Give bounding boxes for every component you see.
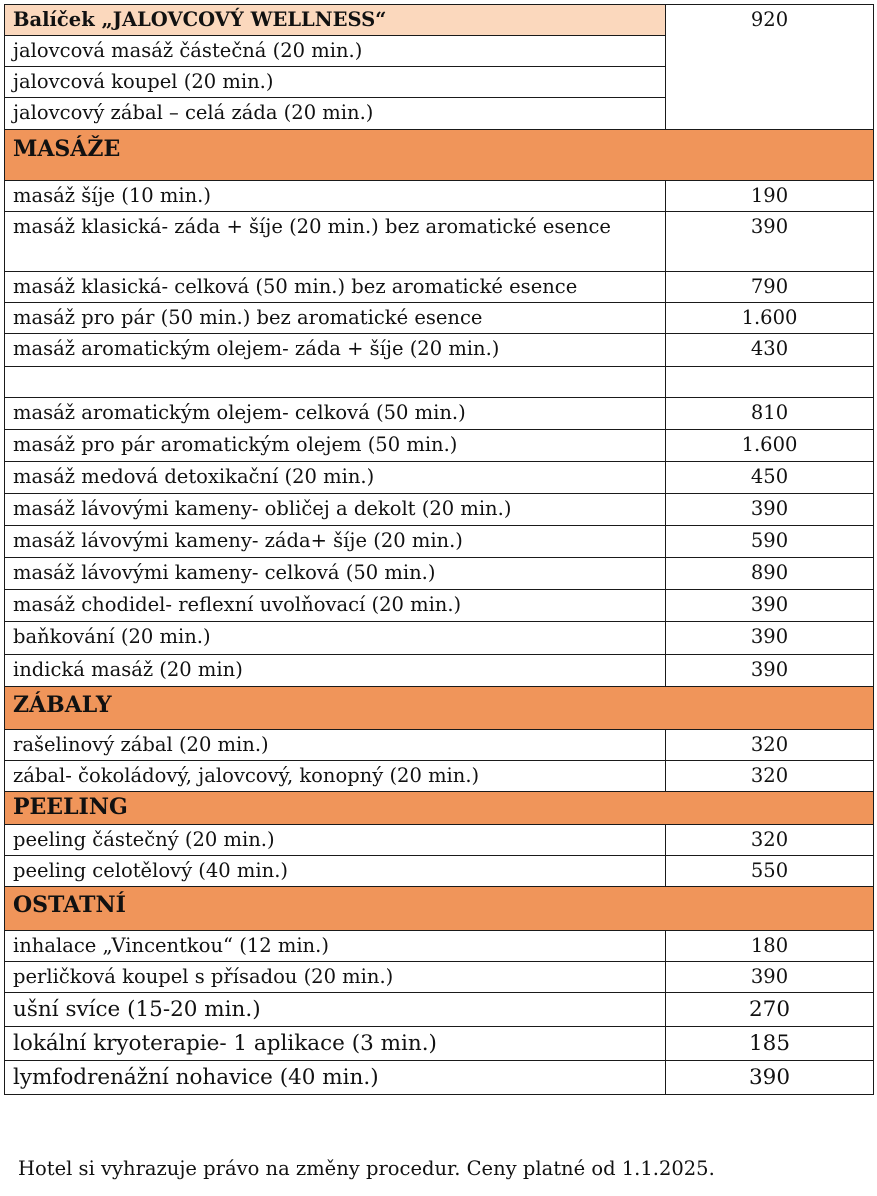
- table-row: [5, 1027, 874, 1061]
- service-name: masáž medová detoxikační (20 min.): [5, 462, 666, 494]
- package-price: 920: [666, 5, 874, 130]
- table-row: [5, 398, 874, 430]
- table-row: [5, 825, 874, 856]
- package-title: Balíček „JALOVCOVÝ WELLNESS“: [5, 5, 666, 36]
- service-name: masáž klasická- celková (50 min.) bez aromatické esence: [5, 272, 666, 303]
- service-price: 390: [666, 962, 874, 993]
- table-row: [5, 1061, 874, 1095]
- footnote: Hotel si vyhrazuje právo na změny procedur. Ceny platné od 1.1.2025.: [18, 1157, 715, 1180]
- table-row: [5, 622, 874, 655]
- service-name: masáž šíje (10 min.): [5, 181, 666, 212]
- empty-row: [5, 367, 874, 398]
- service-price: 810: [666, 398, 874, 430]
- service-name: masáž lávovými kameny- záda+ šíje (20 min.): [5, 526, 666, 558]
- section-header-peeling: [5, 792, 874, 825]
- service-name: ušní svíce (15-20 min.): [5, 993, 666, 1027]
- table-row: [5, 856, 874, 887]
- table-row: [5, 931, 874, 962]
- service-price: 1.600: [666, 303, 874, 334]
- service-price: 390: [666, 622, 874, 655]
- section-header-ostatni: [5, 887, 874, 931]
- package-header-row: [5, 5, 874, 36]
- service-name: peeling částečný (20 min.): [5, 825, 666, 856]
- service-price: 180: [666, 931, 874, 962]
- service-price: 270: [666, 993, 874, 1027]
- service-name: masáž pro pár (50 min.) bez aromatické esence: [5, 303, 666, 334]
- service-name: baňkování (20 min.): [5, 622, 666, 655]
- service-name: masáž chodidel- reflexní uvolňovací (20 min.): [5, 590, 666, 622]
- table-row: [5, 334, 874, 367]
- service-name: inhalace „Vincentkou“ (12 min.): [5, 931, 666, 962]
- table-row: [5, 181, 874, 212]
- table-row: [5, 212, 874, 272]
- section-title: MASÁŽE: [5, 130, 874, 181]
- service-name: rašelinový zábal (20 min.): [5, 730, 666, 761]
- service-price: 320: [666, 730, 874, 761]
- table-row: [5, 494, 874, 526]
- service-name: masáž aromatickým olejem- záda + šíje (20 min.): [5, 334, 666, 367]
- service-name: lymfodrenážní nohavice (40 min.): [5, 1061, 666, 1095]
- table-row: [5, 590, 874, 622]
- service-price: 550: [666, 856, 874, 887]
- service-name: masáž pro pár aromatickým olejem (50 min.): [5, 430, 666, 462]
- service-name: lokální kryoterapie- 1 aplikace (3 min.): [5, 1027, 666, 1061]
- service-price: 390: [666, 1061, 874, 1095]
- table-row: [5, 430, 874, 462]
- service-name: perličková koupel s přísadou (20 min.): [5, 962, 666, 993]
- service-price: 320: [666, 761, 874, 792]
- section-header-zabaly: [5, 687, 874, 730]
- service-price: 590: [666, 526, 874, 558]
- table-row: [5, 272, 874, 303]
- service-price: 430: [666, 334, 874, 367]
- table-row: [5, 761, 874, 792]
- service-name: masáž lávovými kameny- celková (50 min.): [5, 558, 666, 590]
- table-row: [5, 558, 874, 590]
- service-price: 1.600: [666, 430, 874, 462]
- table-row: [5, 462, 874, 494]
- service-name: zábal- čokoládový, jalovcový, konopný (20 min.): [5, 761, 666, 792]
- service-price: 390: [666, 494, 874, 526]
- section-header-masaze: [5, 130, 874, 181]
- service-name: indická masáž (20 min): [5, 655, 666, 687]
- section-title: ZÁBALY: [5, 687, 874, 730]
- service-name: masáž aromatickým olejem- celková (50 min.): [5, 398, 666, 430]
- service-name: masáž klasická- záda + šíje (20 min.) bez aromatické esence: [5, 212, 666, 272]
- service-price: 390: [666, 590, 874, 622]
- table-row: [5, 526, 874, 558]
- table-row: [5, 303, 874, 334]
- service-price: 185: [666, 1027, 874, 1061]
- service-name: peeling celotělový (40 min.): [5, 856, 666, 887]
- service-price: 390: [666, 212, 874, 272]
- package-item: jalovcová masáž částečná (20 min.): [5, 36, 666, 67]
- empty-cell: [5, 367, 666, 398]
- table-row: [5, 962, 874, 993]
- table-row: [5, 655, 874, 687]
- empty-cell: [666, 367, 874, 398]
- price-list-table: [4, 4, 874, 1095]
- service-name: masáž lávovými kameny- obličej a dekolt (20 min.): [5, 494, 666, 526]
- package-item: jalovcová koupel (20 min.): [5, 67, 666, 98]
- service-price: 190: [666, 181, 874, 212]
- service-price: 320: [666, 825, 874, 856]
- section-title: PEELING: [5, 792, 874, 825]
- service-price: 890: [666, 558, 874, 590]
- section-title: OSTATNÍ: [5, 887, 874, 931]
- service-price: 390: [666, 655, 874, 687]
- service-price: 450: [666, 462, 874, 494]
- table-row: [5, 730, 874, 761]
- table-row: [5, 993, 874, 1027]
- package-item: jalovcový zábal – celá záda (20 min.): [5, 98, 666, 130]
- service-price: 790: [666, 272, 874, 303]
